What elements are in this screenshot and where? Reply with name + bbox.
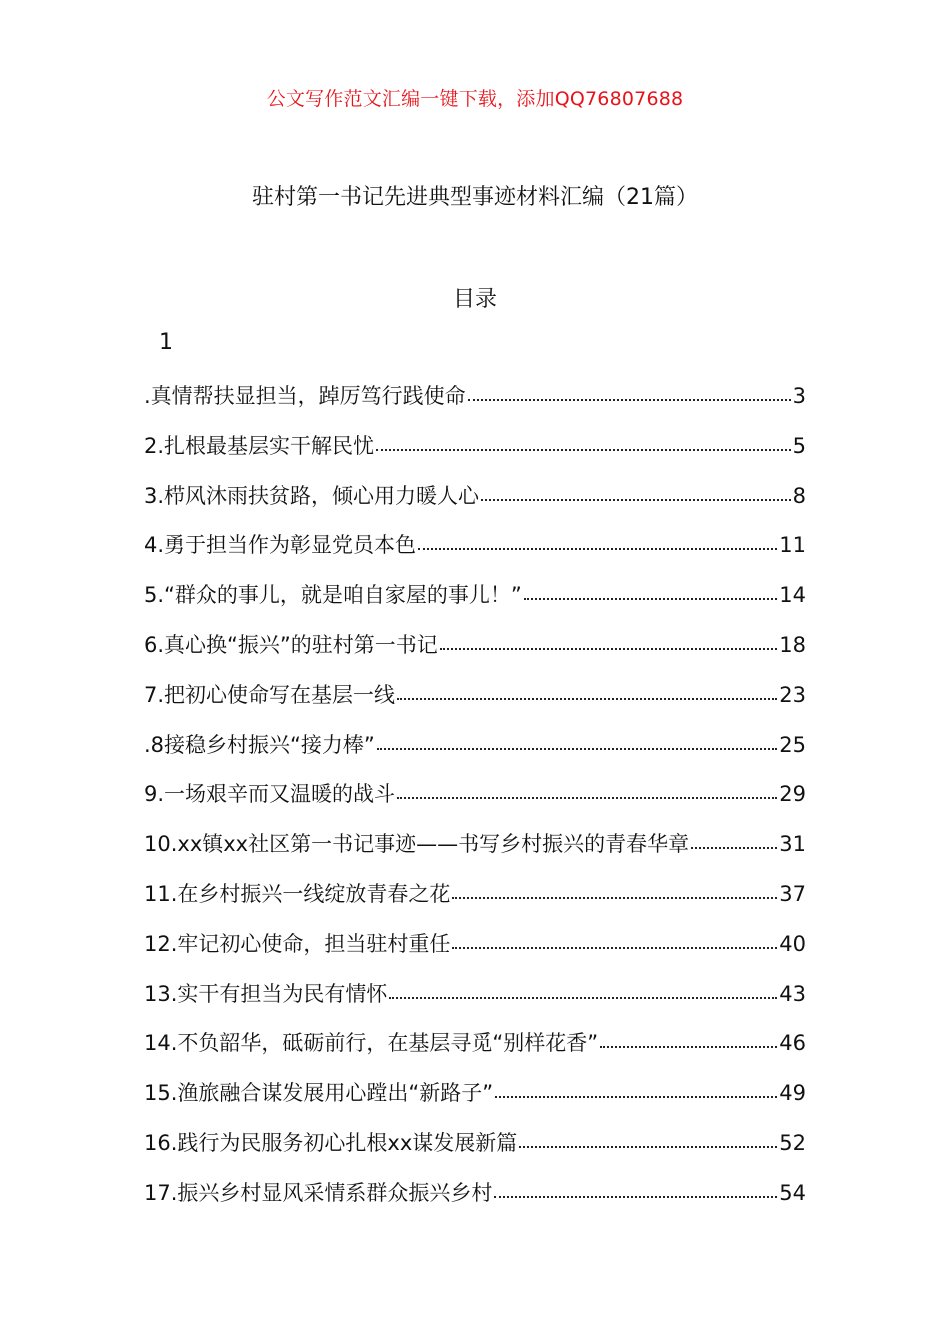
document-title: 驻村第一书记先进典型事迹材料汇编（21篇） (252, 185, 698, 210)
dot-leader (524, 577, 777, 600)
dot-leader (691, 826, 777, 849)
toc-entry-title: 6.真心换“振兴”的驻村第一书记 (144, 632, 438, 657)
dot-leader (376, 428, 791, 451)
toc-entry-title: 17.振兴乡村显风采情系群众振兴乡村 (144, 1180, 493, 1205)
dot-leader (481, 478, 791, 501)
toc-entry-title: 3.栉风沐雨扶贫路，倾心用力暖人心 (144, 483, 480, 508)
toc-entry-page: 49 (779, 1081, 806, 1106)
toc-entry[interactable] (144, 426, 806, 476)
toc-entry-page: 54 (779, 1180, 806, 1205)
toc-entry[interactable] (144, 1173, 806, 1223)
dot-leader (397, 677, 777, 700)
toc-entry-title: .真情帮扶显担当，踔厉笃行践使命 (144, 384, 466, 408)
toc-entry-title: 13.实干有担当为民有情怀 (144, 981, 388, 1006)
toc-entry[interactable] (144, 924, 806, 974)
toc-entry-page: 52 (779, 1130, 806, 1155)
toc-entry[interactable] (144, 824, 806, 874)
dot-leader (452, 926, 777, 949)
dot-leader (468, 378, 791, 401)
dot-leader (519, 1125, 777, 1148)
toc-entry-page: 5 (792, 433, 806, 458)
download-banner: 公文写作范文汇编一键下载，添加QQ76807688 (266, 88, 684, 110)
dot-leader (389, 976, 777, 999)
dot-leader (397, 776, 777, 799)
dot-leader (418, 527, 777, 550)
toc-entry-title: 2.扎根最基层实干解民忧 (144, 433, 375, 458)
toc-entry[interactable] (144, 675, 806, 725)
toc-entry-title: .8接稳乡村振兴“接力棒” (144, 732, 375, 757)
toc-entry-title: 5.“群众的事儿，就是咱自家屋的事儿！” (144, 583, 522, 608)
toc-entry[interactable] (144, 1073, 806, 1123)
dot-leader (494, 1175, 777, 1198)
toc-entry-page: 11 (779, 533, 806, 558)
dot-leader (440, 627, 777, 650)
dot-leader (452, 876, 777, 899)
toc-entry[interactable] (144, 725, 806, 775)
toc-entry-page: 46 (779, 1031, 806, 1056)
toc-list (144, 376, 806, 1223)
toc-entry[interactable] (144, 525, 806, 575)
toc-entry-page: 18 (779, 632, 806, 657)
toc-entry-page: 31 (779, 832, 806, 857)
toc-heading: 目录 (452, 287, 497, 312)
dot-leader (377, 727, 777, 750)
toc-entry[interactable] (144, 376, 806, 426)
dot-leader (495, 1075, 777, 1098)
toc-section-number: 1 (159, 330, 173, 355)
toc-entry-page: 29 (779, 782, 806, 807)
toc-entry-title: 7.把初心使命写在基层一线 (144, 682, 396, 707)
toc-entry-page: 3 (792, 384, 806, 408)
toc-entry[interactable] (144, 625, 806, 675)
toc-entry-page: 40 (779, 931, 806, 956)
toc-entry[interactable] (144, 874, 806, 924)
toc-entry-page: 8 (792, 483, 806, 508)
toc-entry-title: 11.在乡村振兴一线绽放青春之花 (144, 881, 451, 906)
toc-entry-title: 4.勇于担当作为彰显党员本色 (144, 533, 417, 558)
toc-entry[interactable] (144, 974, 806, 1024)
toc-entry[interactable] (144, 476, 806, 526)
dot-leader (600, 1025, 777, 1048)
toc-entry-title: 10.xx镇xx社区第一书记事迹——书写乡村振兴的青春华章 (144, 832, 690, 857)
toc-entry-title: 15.渔旅融合谋发展用心蹚出“新路子” (144, 1081, 494, 1106)
toc-entry-page: 43 (779, 981, 806, 1006)
toc-entry[interactable] (144, 1123, 806, 1173)
toc-entry[interactable] (144, 774, 806, 824)
toc-entry-title: 16.践行为民服务初心扎根xx谋发展新篇 (144, 1130, 518, 1155)
toc-entry-page: 23 (779, 682, 806, 707)
toc-entry-page: 25 (779, 732, 806, 757)
toc-entry[interactable] (144, 1023, 806, 1073)
toc-entry[interactable] (144, 575, 806, 625)
toc-entry-title: 12.牢记初心使命，担当驻村重任 (144, 931, 451, 956)
toc-entry-title: 9.一场艰辛而又温暖的战斗 (144, 782, 396, 807)
toc-entry-title: 14.不负韶华，砥砺前行，在基层寻觅“别样花香” (144, 1031, 599, 1056)
toc-entry-page: 14 (779, 583, 806, 608)
toc-entry-page: 37 (779, 881, 806, 906)
